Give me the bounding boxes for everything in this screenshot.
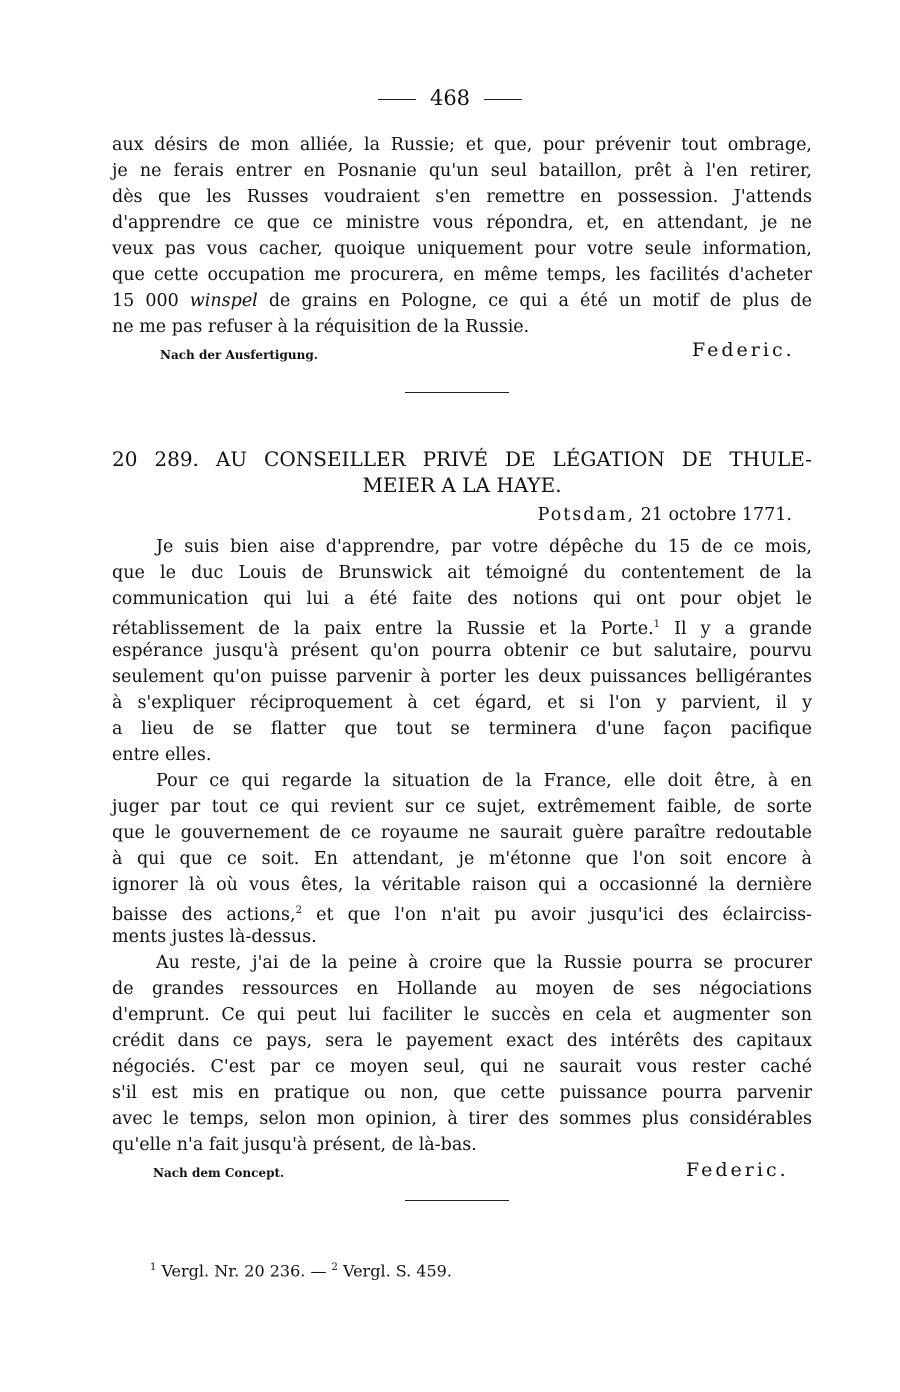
footnote-mark: 2 bbox=[331, 1262, 338, 1273]
footnote-separator: — bbox=[310, 1261, 327, 1281]
text-fragment: de grains en Pologne, ce qui a été un motif de plus de bbox=[268, 291, 812, 311]
letter-title-line1: AU CONSEILLER PRIVÉ DE LÉGATION DE THULE- bbox=[215, 447, 812, 471]
page-number-right-dash bbox=[484, 99, 522, 100]
footnote-ref: 2 bbox=[295, 905, 302, 916]
letter2-source-note: Nach dem Concept. bbox=[153, 1166, 285, 1180]
text-line: à qui que ce soit. En attendant, je m'étonne que l'on soit encore à bbox=[112, 849, 812, 869]
letter-title-line2: MEIER A LA HAYE. bbox=[362, 473, 562, 497]
letter-number: 20 289. bbox=[112, 447, 199, 471]
letter1-signature: Federic. bbox=[692, 339, 795, 361]
letter-dateline bbox=[112, 502, 792, 528]
page-number bbox=[0, 86, 900, 110]
text-line: que le duc Louis de Brunswick ait témoigné du contentement de la bbox=[112, 563, 812, 583]
text-line bbox=[112, 898, 812, 924]
text-line: crédit dans ce pays, sera le payement exact des intérêts des capitaux bbox=[112, 1031, 812, 1051]
text-line: à s'expliquer réciproquement à cet égard, et si l'on y parvient, il y bbox=[112, 693, 812, 713]
section-divider bbox=[405, 392, 509, 393]
text-line: négociés. C'est par ce moyen seul, qui ne saurait vous rester caché bbox=[112, 1057, 812, 1077]
text-line: que cette occupation me procurera, en même temps, les facilités d'acheter bbox=[112, 265, 812, 285]
text-line: d'emprunt. Ce qui peut lui faciliter le succès en cela et augmenter son bbox=[112, 1005, 812, 1025]
text-line: Je suis bien aise d'apprendre, par votre dépêche du 15 de ce mois, bbox=[156, 537, 812, 557]
footnote-2: Vergl. S. 459. bbox=[343, 1261, 452, 1281]
text-line: entre elles. bbox=[112, 745, 212, 765]
text-line: communication qui lui a été faite des notions qui ont pour objet le bbox=[112, 589, 812, 609]
quantity: 15 000 bbox=[112, 291, 179, 311]
text-line: ignorer là où vous êtes, la véritable raison qui a occasionné la dernière bbox=[112, 875, 812, 895]
text-line: dès que les Russes voudraient s'en remettre en possession. J'attends bbox=[112, 187, 812, 207]
text-line bbox=[112, 612, 812, 638]
text-line: avec le temps, selon mon opinion, à tirer des sommes plus considérables bbox=[112, 1109, 812, 1129]
text-line: seulement qu'on puisse parvenir à porter les deux puissances belligérantes bbox=[112, 667, 812, 687]
footnotes bbox=[150, 1256, 452, 1283]
text-line: de grandes ressources en Hollande au moyen de ses négociations bbox=[112, 979, 812, 999]
letter1-source-note: Nach der Ausfertigung. bbox=[160, 348, 318, 362]
text-line: qu'elle n'a fait jusqu'à présent, de là-bas. bbox=[112, 1135, 477, 1155]
footnote-mark: 1 bbox=[150, 1262, 157, 1273]
text-line: Pour ce qui regarde la situation de la France, elle doit être, à en bbox=[156, 771, 812, 791]
text-line: Au reste, j'ai de la peine à croire que la Russie pourra se procurer bbox=[156, 953, 812, 973]
text-line: que le gouvernement de ce royaume ne saurait guère paraître redoutable bbox=[112, 823, 812, 843]
text-line: d'apprendre ce que ce ministre vous répondra, et, en attendant, je ne bbox=[112, 213, 812, 233]
text-line: s'il est mis en pratique ou non, que cette puissance pourra parvenir bbox=[112, 1083, 812, 1103]
footnote-ref: 1 bbox=[653, 619, 661, 630]
text-line: juger par tout ce qui revient sur ce sujet, extrêmement faible, de sorte bbox=[112, 797, 812, 817]
text-fragment: Il y a grande bbox=[674, 618, 812, 639]
italic-term: winspel bbox=[189, 291, 258, 311]
letter-place: Potsdam, bbox=[537, 505, 636, 525]
text-line: veux pas vous cacher, quoique uniquement pour votre seule information, bbox=[112, 239, 812, 259]
section-divider bbox=[405, 1200, 509, 1201]
text-fragment: et que l'on n'ait pu avoir jusqu'ici des éclairciss- bbox=[316, 904, 812, 925]
text-line: a lieu de se flatter que tout se terminera d'une façon pacifique bbox=[112, 719, 812, 739]
text-fragment: rétablissement de la paix entre la Russie et la Porte. bbox=[112, 618, 654, 639]
text-fragment: baisse des actions, bbox=[112, 904, 296, 925]
page-number-left-dash bbox=[378, 99, 416, 100]
letter-date: 21 octobre 1771. bbox=[640, 505, 792, 525]
text-line: espérance jusqu'à présent qu'on pourra obtenir ce but salutaire, pourvu bbox=[112, 641, 812, 661]
text-line: ments justes là-dessus. bbox=[112, 927, 317, 947]
text-line bbox=[112, 288, 812, 314]
footnote-1: Vergl. Nr. 20 236. bbox=[161, 1261, 306, 1281]
text-line: aux désirs de mon alliée, la Russie; et que, pour prévenir tout ombrage, bbox=[112, 135, 812, 155]
page-number-text: 468 bbox=[429, 86, 471, 110]
text-line: ne me pas refuser à la réquisition de la Russie. bbox=[112, 317, 530, 337]
text-line: je ne ferais entrer en Posnanie qu'un seul bataillon, prêt à l'en retirer, bbox=[112, 161, 812, 181]
letter2-heading bbox=[112, 446, 812, 472]
letter2-signature: Federic. bbox=[686, 1159, 789, 1181]
